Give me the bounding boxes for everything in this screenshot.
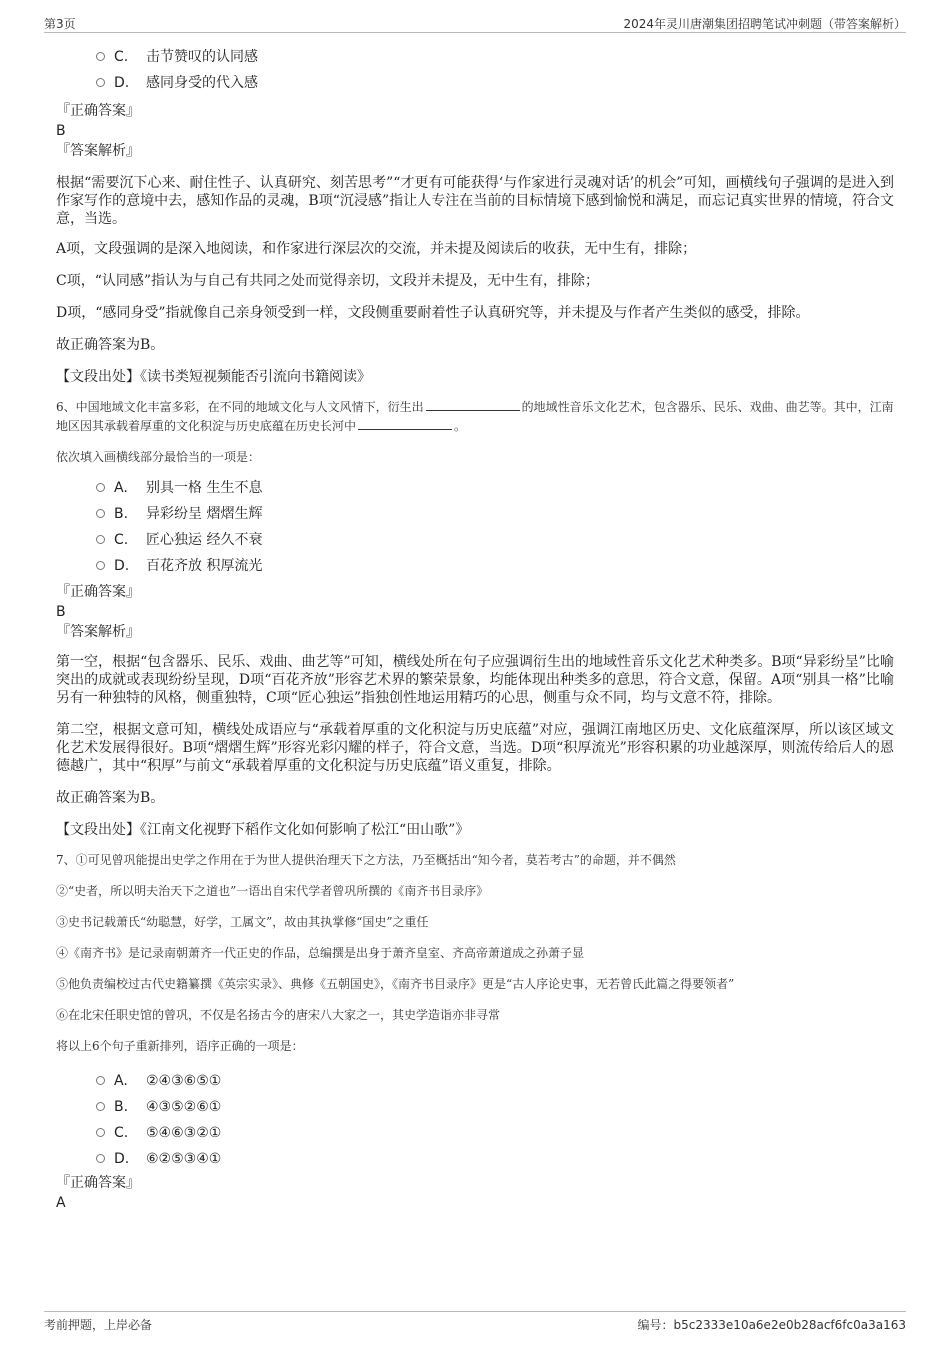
option-d[interactable]: [56, 553, 894, 579]
q6-options: [56, 475, 894, 579]
stem-text: 的地域性音乐文化艺术，包含器乐、民乐、戏曲、曲艺等。其中，江南地区因其承载着厚重的文化积淀与历史底蕴在历史长河中: [56, 400, 894, 433]
radio-icon[interactable]: [96, 1128, 105, 1137]
option-b[interactable]: [56, 1094, 894, 1120]
option-a[interactable]: [56, 475, 894, 501]
question-line: ③史书记载萧氏“幼聪慧，好学，工属文”，故由其执掌修“国史”之重任: [56, 915, 429, 929]
analysis-paragraph: 第二空，根据文意可知，横线处成语应与“承载着厚重的文化积淀与历史底蕴”对应，强调江南地区历史、文化底蕴深厚，所以该区域文化艺术发展得很好。B项“熠熠生辉”形容光彩闪耀的样子，符合文意，当选。D项“积厚流光”形容积累的功业越深厚，则流传给后人的恩德越广，其中“积厚”与前文“承载着厚重的文化积淀与历史底蕴”语义重复，排除。: [56, 722, 894, 774]
answer-value: A: [56, 1195, 66, 1211]
option-text: ⑤④⑥③②①: [146, 1125, 222, 1141]
question-line: ⑤他负责编校过古代史籍纂撰《英宗实录》、典修《五朝国史》，《南齐书目录序》更是“古人序论史事，无若曾氏此篇之得要领者”: [56, 977, 735, 991]
footer-slogan: 考前押题，上岸必备: [44, 1318, 153, 1332]
radio-icon[interactable]: [96, 483, 105, 492]
document-title: 2024年灵川唐潮集团招聘笔试冲刺题（带答案解析）: [623, 17, 906, 31]
document-body: [56, 40, 894, 1214]
option-a[interactable]: [56, 1068, 894, 1094]
radio-icon[interactable]: [96, 1102, 105, 1111]
option-letter: B.: [114, 1099, 129, 1115]
option-text: ⑥②⑤③④①: [146, 1151, 222, 1167]
option-letter: D.: [114, 75, 130, 91]
option-letter: D.: [114, 1151, 130, 1167]
question-line: ⑥在北宋任职史馆的曾巩，不仅是名扬古今的唐宋八大家之一，其史学造诣亦非寻常: [56, 1008, 501, 1022]
code-value: b5c2333e10a6e2e0b28acf6fc0a3a163: [673, 1318, 906, 1332]
answer-value: B: [56, 123, 66, 139]
question-line: 7、①可见曾巩能提出史学之作用在于为世人提供治理天下之方法，乃至概括出“知今者，莫若考古”的命题，并不偶然: [56, 853, 676, 867]
analysis-paragraph: C项，“认同感”指认为与自己有共同之处而觉得亲切，文段并未提及，无中生有，排除；: [56, 273, 600, 289]
analysis-label: 『答案解析』: [56, 143, 140, 159]
option-text: 百花齐放 积厚流光: [146, 558, 263, 574]
analysis-paragraph: 故正确答案为B。: [56, 337, 165, 353]
source-citation: 【文段出处】《读书类短视频能否引流向书籍阅读》: [56, 369, 371, 385]
option-c[interactable]: [56, 1120, 894, 1146]
option-letter: C.: [114, 1125, 129, 1141]
option-letter: B.: [114, 506, 129, 522]
radio-icon[interactable]: [96, 1154, 105, 1163]
option-text: ④③⑤②⑥①: [146, 1099, 222, 1115]
fill-blank: [358, 417, 452, 430]
option-letter: C.: [114, 532, 129, 548]
question-stem: [56, 398, 894, 436]
analysis-paragraph: 第一空，根据“包含器乐、民乐、戏曲、曲艺等”可知，横线处所在句子应强调衍生出的地域性音乐文化艺术种类多。B项“异彩纷呈”比喻突出的成就或表现纷纷呈现，D项“百花齐放”形容艺术界的繁荣景象，均能体现出种类多的意思，符合文意，保留。A项“别具一格”比喻另有一种独特的风格，侧重独特，C项“匠心独运”指独创性地运用精巧的心思，侧重与众不同，均与文意不符，排除。: [56, 654, 894, 706]
option-letter: A.: [114, 1073, 128, 1089]
page-header: [44, 12, 906, 33]
source-citation: 【文段出处】《江南文化视野下稻作文化如何影响了松江“田山歌”》: [56, 822, 470, 838]
question-prompt: 依次填入画横线部分最恰当的一项是：: [56, 450, 261, 464]
page-number: 第3页: [44, 17, 76, 31]
answer-label: 『正确答案』: [56, 584, 140, 600]
option-d[interactable]: [56, 70, 894, 96]
analysis-label: 『答案解析』: [56, 624, 140, 640]
option-letter: A.: [114, 480, 128, 496]
radio-icon[interactable]: [96, 561, 105, 570]
fill-blank: [426, 398, 520, 411]
radio-icon[interactable]: [96, 509, 105, 518]
analysis-paragraph: 故正确答案为B。: [56, 790, 165, 806]
option-letter: C.: [114, 49, 129, 65]
answer-label: 『正确答案』: [56, 1175, 140, 1191]
option-text: 击节赞叹的认同感: [146, 49, 258, 65]
option-text: ②④③⑥⑤①: [146, 1073, 222, 1089]
option-text: 感同身受的代入感: [146, 75, 258, 91]
option-text: 异彩纷呈 熠熠生辉: [146, 506, 263, 522]
q7-options: [56, 1068, 894, 1172]
answer-value: B: [56, 604, 66, 620]
radio-icon[interactable]: [96, 1076, 105, 1085]
stem-text: 6、中国地域文化丰富多彩，在不同的地域文化与人文风情下，衍生出: [56, 400, 424, 414]
option-text: 匠心独运 经久不衰: [146, 532, 263, 548]
question-line: ④《南齐书》是记录南朝萧齐一代正史的作品，总编撰是出身于萧齐皇室、齐高帝萧道成之孙萧子显: [56, 946, 585, 960]
option-d[interactable]: [56, 1146, 894, 1172]
option-letter: D.: [114, 558, 130, 574]
page-footer: [44, 1311, 906, 1338]
answer-label: 『正确答案』: [56, 103, 140, 119]
q5-options: [56, 44, 894, 96]
option-c[interactable]: [56, 527, 894, 553]
option-c[interactable]: [56, 44, 894, 70]
radio-icon[interactable]: [96, 78, 105, 87]
option-b[interactable]: [56, 501, 894, 527]
option-text: 别具一格 生生不息: [146, 480, 263, 496]
radio-icon[interactable]: [96, 535, 105, 544]
question-line: ②“史者，所以明夫治天下之道也”一语出自宋代学者曾巩所撰的《南齐书目录序》: [56, 884, 489, 898]
analysis-paragraph: 根据“需要沉下心来、耐住性子、认真研究、刻苦思考”“才更有可能获得‘与作家进行灵魂对话’的机会”可知，画横线句子强调的是进入到作家写作的意境中去，感知作品的灵魂，B项“沉浸感”指让人专注在当前的目标情境下感到愉悦和满足，而忘记真实世界的情境，符合文意，当选。: [56, 175, 894, 227]
question-prompt: 将以上6个句子重新排列，语序正确的一项是：: [56, 1039, 304, 1053]
radio-icon[interactable]: [96, 52, 105, 61]
document-code: [638, 1316, 906, 1333]
code-label: 编号：: [637, 1318, 674, 1332]
stem-text: 。: [454, 419, 467, 433]
analysis-paragraph: D项，“感同身受”指就像自己亲身领受到一样，文段侧重要耐着性子认真研究等，并未提及与作者产生类似的感受，排除。: [56, 305, 810, 321]
analysis-paragraph: A项，文段强调的是深入地阅读，和作家进行深层次的交流，并未提及阅读后的收获，无中生有，排除；: [56, 241, 697, 257]
